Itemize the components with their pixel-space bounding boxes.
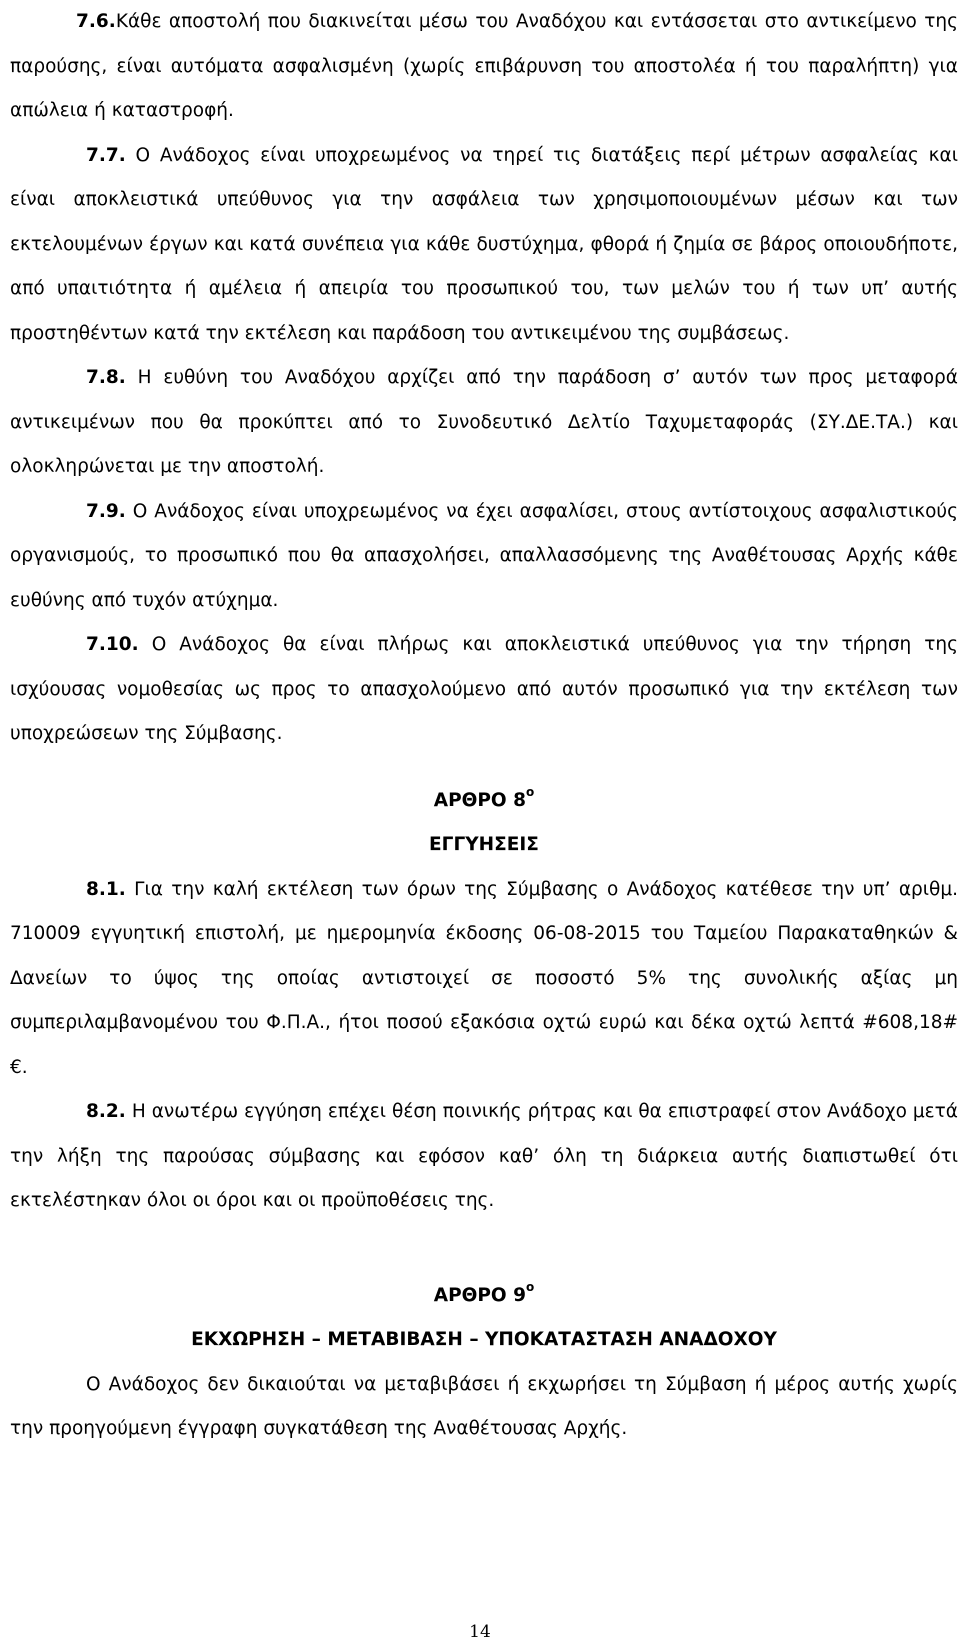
paragraph-text: Η ευθύνη του Αναδόχου αρχίζει από την παράδοση σ’ αυτόν των προς μεταφορά αντικειμένων που θα προκύπτει από το Συνοδευτικό Δελτίο Ταχυμεταφοράς (ΣΥ.ΔΕ.ΤΑ.) και ολοκληρώνεται με την αποστολή.	[10, 367, 958, 477]
section-number: 7.6.	[76, 11, 116, 32]
section-number: 7.9.	[86, 500, 126, 522]
paragraph-text: Για την καλή εκτέλεση των όρων της Σύμβασης ο Ανάδοχος κατέθεσε την υπ’ αριθμ. 710009 εγγυητική επιστολή, με ημερομηνία έκδοσης 06-08-2015 του Ταμείου Παρακαταθηκών & Δανείων το ύψος της οποίας αντιστοιχεί σε ποσοστό 5% της συνολικής αξίας μη συμπεριλαμβανομένου του Φ.Π.Α., ήτοι ποσού εξακόσια οχτώ ευρώ και δέκα οχτώ λεπτά #608,18# €.	[10, 878, 958, 1078]
article-8-title	[10, 779, 958, 824]
paragraph-7-6	[10, 0, 958, 134]
paragraph-7-10	[10, 623, 958, 757]
section-number: 7.8.	[86, 367, 126, 388]
page-number: 14	[469, 1622, 491, 1642]
paragraph-7-9	[10, 490, 958, 624]
paragraph-text: Ο Ανάδοχος είναι υποχρεωμένος να τηρεί τις διατάξεις περί μέτρων ασφαλείας και είναι αποκλειστικά υπεύθυνος για την ασφάλεια των χρησιμοποιουμένων μέσων και των εκτελουμένων έργων και κατά συνέπεια για κάθε δυστύχημα, φθορά ή ζημία σε βάρος οποιουδήποτε, από υπαιτιότητα ή αμέλεια ή απειρία του προσωπικού του, των μελών του ή των υπ’ αυτής προστηθέντων κατά την εκτέλεση και παράδοση του αντικειμένου της συμβάσεως.	[10, 144, 958, 344]
document-page	[10, 0, 958, 1452]
paragraph-text: Ο Ανάδοχος θα είναι πλήρως και αποκλειστικά υπεύθυνος για την τήρηση της ισχύουσας νομοθεσίας ως προς το απασχολούμενο από αυτόν προσωπικό για την εκτέλεση των υποχρεώσεων της Σύμβασης.	[10, 634, 958, 744]
article-9-subtitle: ΕΚΧΩΡΗΣΗ – ΜΕΤΑΒΙΒΑΣΗ – ΥΠΟΚΑΤΑΣΤΑΣΗ ΑΝΑΔΟΧΟΥ	[191, 1329, 777, 1350]
article-9-title	[10, 1274, 958, 1319]
spacer	[10, 757, 958, 779]
article-8-subtitle: ΕΓΓΥΗΣΕΙΣ	[429, 834, 539, 855]
paragraph-8-1	[10, 868, 958, 1091]
section-number: 7.7.	[86, 144, 126, 166]
article-title-text: ΑΡΘΡΟ 8	[433, 789, 526, 811]
article-title-text: ΑΡΘΡΟ 9	[433, 1284, 526, 1306]
section-number: 8.2.	[86, 1101, 126, 1122]
spacer	[10, 1224, 958, 1274]
paragraph-text: Η ανωτέρω εγγύηση επέχει θέση ποινικής ρήτρας και θα επιστραφεί στον Ανάδοχο μετά την λήξη της παρούσας σύμβασης και εφόσον καθ’ όλη τη διάρκεια αυτής διαπιστωθεί ότι εκτελέστηκαν όλοι οι όροι και οι προϋποθέσεις της.	[10, 1101, 958, 1211]
article-title-superscript: ο	[525, 785, 535, 800]
paragraph-7-7	[10, 134, 958, 357]
section-number: 7.10.	[86, 634, 139, 655]
paragraph-article-9: Ο Ανάδοχος δεν δικαιούται να μεταβιβάσει ή εκχωρήσει τη Σύμβαση ή μέρος αυτής χωρίς την προηγούμενη έγγραφη συγκατάθεση της Αναθέτουσας Αρχής.	[10, 1373, 958, 1439]
paragraph-text: Ο Ανάδοχος είναι υποχρεωμένος να έχει ασφαλίσει, στους αντίστοιχους ασφαλιστικούς οργανισμούς, το προσωπικό που θα απασχολήσει, απαλλασσόμενης της Αναθέτουσας Αρχής κάθε ευθύνης από τυχόν ατύχημα.	[10, 500, 958, 611]
article-title-superscript: ο	[525, 1280, 535, 1295]
paragraph-8-2	[10, 1090, 958, 1224]
paragraph-7-8	[10, 356, 958, 490]
section-number: 8.1.	[86, 878, 126, 900]
paragraph-text: Κάθε αποστολή που διακινείται μέσω του Αναδόχου και εντάσσεται στο αντικείμενο της παρούσης, είναι αυτόματα ασφαλισμένη (χωρίς επιβάρυνση του αποστολέα ή του παραλήπτη) για απώλεια ή καταστροφή.	[10, 11, 958, 121]
